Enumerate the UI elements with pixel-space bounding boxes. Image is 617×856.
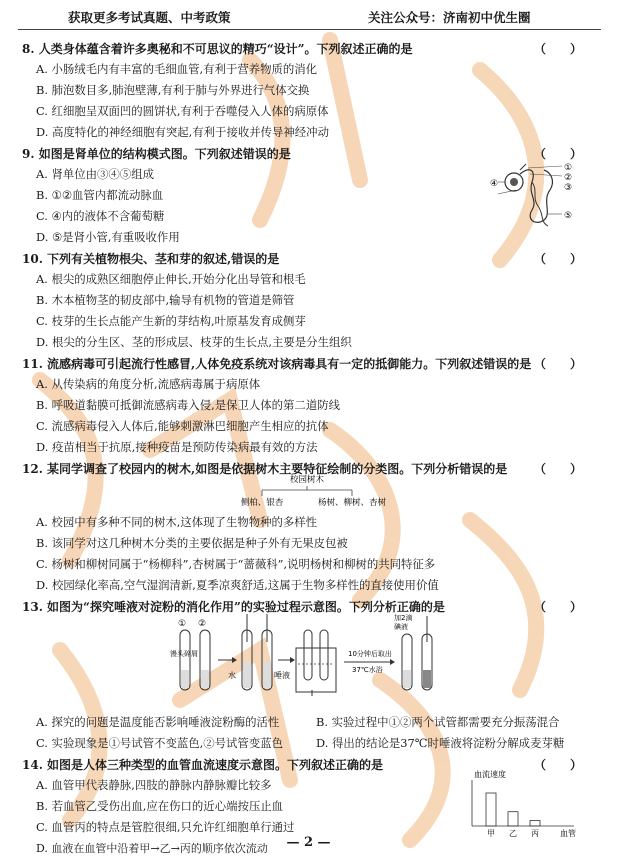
- question-11-option-b: B. 呼吸道黏膜可抵御流感病毒入侵,是保卫人体的第二道防线: [36, 398, 340, 412]
- paste-label: 馒头碎屑: [170, 650, 198, 658]
- question-13-option-a: A. 探究的问题是温度能否影响唾液淀粉酶的活性: [36, 715, 280, 729]
- question-13-option-b: B. 实验过程中①②两个试管都需要充分振荡混合: [316, 715, 560, 729]
- question-11-answer: （ ）: [534, 357, 583, 371]
- question-8-option-a: A. 小肠绒毛内有丰富的毛细血管,有利于营养物质的消化: [36, 62, 318, 76]
- question-13-option-d: D. 得出的结论是37℃时唾液将淀粉分解成麦芽糖: [316, 736, 565, 750]
- question-12-answer: （ ）: [534, 462, 583, 476]
- question-13-stem: 13. 如图为“探究唾液对淀粉的消化作用”的实验过程示意图。下列分析正确的是: [22, 600, 445, 614]
- bath-label: 10分钟后取出: [348, 650, 392, 658]
- nephron-label-4: ④: [490, 179, 499, 189]
- question-10-answer: （ ）: [534, 252, 583, 266]
- question-9-option-d: D. ⑤是肾小管,有重吸收作用: [36, 230, 180, 244]
- saliva-label: 唾液: [274, 671, 290, 680]
- chart-x-axis-label: 血管: [560, 829, 576, 838]
- question-14-option-d: D. 血液在血管中沿着甲→乙→丙的顺序依次流动: [36, 842, 268, 855]
- question-8-option-c: C. 红细胞呈双面凹的圆饼状,有利于吞噬侵入人体的病原体: [36, 104, 329, 118]
- question-14-answer: （ ）: [534, 758, 583, 772]
- nephron-label-5: ⑤: [564, 211, 573, 221]
- question-10-option-b: B. 木本植物茎的韧皮部中,输导有机物的管道是筛管: [36, 293, 295, 307]
- tree-left-label: 侧柏、银杏: [240, 498, 284, 508]
- question-14-option-c: C. 血管丙的特点是管腔很细,只允许红细胞单行通过: [36, 820, 295, 834]
- nephron-diagram: [492, 160, 582, 232]
- question-14-option-b: B. 若血管乙受伤出血,应在伤口的近心端按压止血: [36, 799, 284, 813]
- blood-flow-chart: [462, 768, 592, 838]
- question-8-option-b: B. 肺泡数目多,肺泡壁薄,有利于肺与外界进行气体交换: [36, 83, 310, 97]
- question-9-option-c: C. ④内的液体不含葡萄糖: [36, 209, 165, 223]
- question-13-answer: （ ）: [534, 600, 583, 614]
- tree-root-label: 校园树木: [289, 475, 325, 485]
- page-number: — 2 —: [286, 835, 331, 850]
- nephron-label-1: ①: [564, 163, 573, 173]
- question-12-option-c: C. 杨树和柳树同属于“杨柳科”,杏树属于“蔷薇科”,说明杨树和柳树的共同特征多: [36, 557, 436, 571]
- water-label: 水: [228, 671, 236, 680]
- question-10-option-d: D. 根尖的分生区、茎的形成层、枝芽的生长点,主要是分生组织: [36, 335, 352, 349]
- header-right: 关注公众号：济南初中优生圈: [368, 10, 531, 25]
- chart-bar-2: [530, 821, 540, 827]
- chart-category-label-2: 丙: [531, 829, 539, 838]
- tree-right-label: 杨树、柳树、杏树: [317, 498, 387, 508]
- question-13-option-c: C. 实验现象是①号试管不变蓝色,②号试管变蓝色: [36, 736, 283, 750]
- question-9-answer: （ ）: [534, 147, 583, 161]
- header-divider: [18, 29, 601, 30]
- iodine-label: 加2滴: [394, 614, 413, 622]
- question-14-stem: 14. 如图是人体三种类型的血管血流速度示意图。下列叙述正确的是: [22, 758, 384, 772]
- question-12-option-d: D. 校园绿化率高,空气湿润清新,夏季凉爽舒适,这属于生物多样性的直接使用价值: [36, 578, 439, 592]
- question-12-stem: 12. 某同学调查了校园内的树木,如图是依据树木主要特征绘制的分类图。下列分析错误的是: [22, 462, 508, 476]
- step1-tube-1-label: ①: [178, 619, 187, 629]
- question-9-option-a: A. 肾单位由③④⑤组成: [36, 167, 154, 181]
- question-10-option-a: A. 根尖的成熟区细胞停止伸长,开始分化出导管和根毛: [36, 272, 306, 286]
- iodine-label-2: 碘液: [394, 623, 408, 631]
- question-8-answer: （ ）: [534, 42, 583, 56]
- chart-y-axis-label: 血流速度: [474, 770, 506, 779]
- question-14-option-a: A. 血管甲代表静脉,四肢的静脉内静脉瓣比较多: [36, 778, 272, 792]
- question-9-option-b: B. ①②血管内都流动脉血: [36, 188, 164, 202]
- question-8-stem: 8. 人类身体蕴含着许多奥秘和不可思议的精巧“设计”。下列叙述正确的是: [22, 42, 413, 56]
- question-11-option-d: D. 疫苗相当于抗原,接种疫苗是预防传染病最有效的方法: [36, 440, 318, 454]
- nephron-label-2: ②: [564, 173, 573, 183]
- question-11-stem: 11. 流感病毒可引起流行性感冒,人体免疫系统对该病毒具有一定的抵御能力。下列叙述错误的是: [22, 357, 532, 371]
- chart-bar-1: [508, 812, 518, 826]
- question-11-option-c: C. 流感病毒侵入人体后,能够刺激淋巴细胞产生相应的抗体: [36, 419, 329, 433]
- question-12-option-b: B. 该同学对这几种树木分类的主要依据是种子外有无果皮包被: [36, 536, 348, 550]
- nephron-label-3: ③: [564, 183, 573, 193]
- chart-category-label-1: 乙: [509, 829, 517, 838]
- question-9-stem: 9. 如图是肾单位的结构模式图。下列叙述错误的是: [22, 147, 291, 161]
- chart-category-label-0: 甲: [487, 829, 495, 838]
- chart-bar-0: [486, 793, 496, 826]
- question-10-stem: 10. 下列有关植物根尖、茎和芽的叙述,错误的是: [22, 252, 280, 266]
- question-10-option-c: C. 枝芽的生长点能产生新的芽结构,叶原基发育成侧芽: [36, 314, 306, 328]
- tree-classification-diagram: [222, 470, 392, 510]
- question-11-option-a: A. 从传染病的角度分析,流感病毒属于病原体: [36, 377, 261, 391]
- step1-tube-2-label: ②: [198, 619, 207, 629]
- header-left: 获取更多考试真题、中考政策: [68, 10, 231, 25]
- bath-label-2: 37℃水浴: [352, 666, 383, 674]
- question-8-option-d: D. 高度特化的神经细胞有突起,有利于接收并传导神经冲动: [36, 125, 329, 139]
- saliva-experiment-diagram: [170, 612, 450, 702]
- question-12-option-a: A. 校园中有多种不同的树木,这体现了生物物种的多样性: [36, 515, 318, 529]
